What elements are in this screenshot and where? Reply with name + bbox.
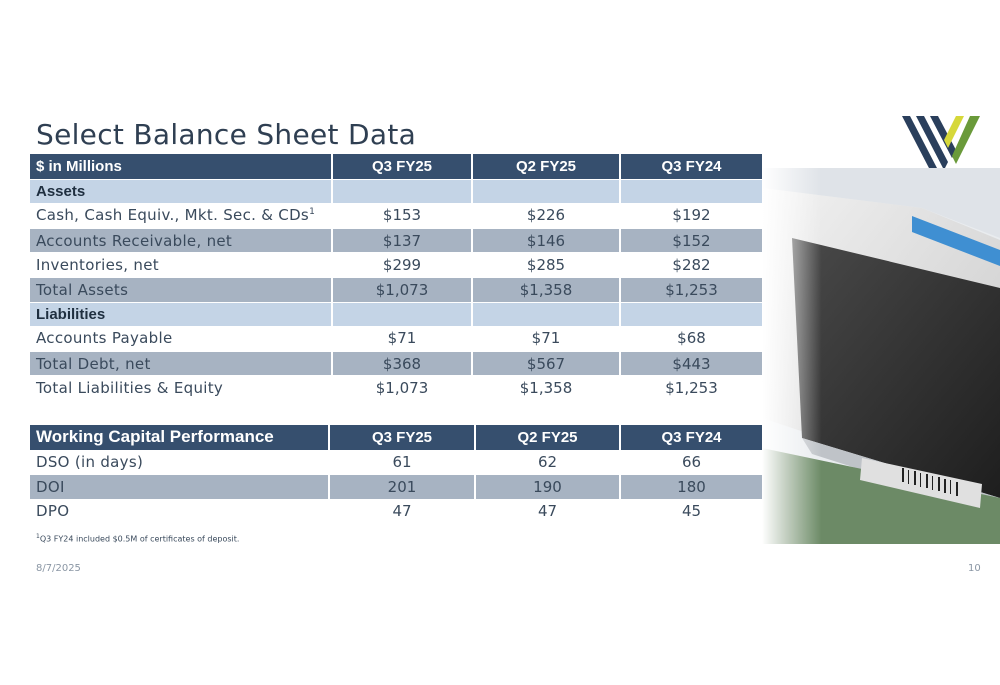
row-label: Inventories, net [30, 252, 333, 277]
cell-value: 66 [681, 452, 702, 471]
hardware-product-photo [762, 168, 1000, 544]
column-header: Working Capital Performance [30, 425, 330, 450]
cell-value: $567 [473, 351, 621, 376]
working-capital-table [30, 425, 762, 523]
table-row [30, 203, 762, 228]
table-row [30, 252, 762, 277]
column-header: Q3 FY24 [621, 425, 762, 450]
cell-value: 180 [621, 474, 762, 499]
table-row [30, 277, 762, 302]
balance-sheet-table [30, 154, 762, 400]
table-row [30, 375, 762, 400]
column-header: Q3 FY25 [333, 154, 473, 179]
row-label: DPO [30, 499, 330, 524]
cell-value: $68 [677, 329, 706, 348]
footnote [36, 533, 239, 544]
cell-value: $1,358 [473, 277, 621, 302]
column-header: Q2 FY25 [476, 425, 621, 450]
cell-value: $282 [672, 255, 711, 274]
cell-value: 190 [476, 474, 621, 499]
row-label: Accounts Payable [30, 326, 333, 351]
cell-value: $146 [473, 228, 621, 253]
table-header-row [30, 425, 762, 450]
cell-value: $368 [333, 351, 473, 376]
cell-value: $71 [473, 326, 621, 351]
cell-value: 61 [330, 450, 476, 475]
cell-value: $152 [621, 228, 762, 253]
cell-value: $1,358 [473, 375, 621, 400]
footer-date: 8/7/2025 [36, 563, 81, 574]
table-row [30, 326, 762, 351]
footnote-marker: 1 [36, 533, 40, 540]
column-header: Q2 FY25 [473, 154, 621, 179]
cell-value: $226 [473, 203, 621, 228]
table-row [30, 499, 762, 524]
column-header: $ in Millions [30, 154, 333, 179]
section-row-liabilities [30, 302, 762, 327]
cell-value: 47 [330, 499, 476, 524]
section-label: Assets [30, 179, 333, 204]
row-label: Total Debt, net [30, 351, 333, 376]
table-row [30, 228, 762, 253]
row-label: Cash, Cash Equiv., Mkt. Sec. & CDs$^1$ [30, 203, 333, 228]
row-label: DSO (in days) [30, 450, 330, 475]
company-logo [898, 112, 990, 172]
cell-value: $299 [333, 252, 473, 277]
cell-value: $192 [672, 206, 711, 225]
cell-value: 45 [681, 502, 702, 521]
cell-value: $1,073 [333, 277, 473, 302]
table-row [30, 474, 762, 499]
cell-value: $1,073 [333, 375, 473, 400]
row-label: DOI [30, 474, 330, 499]
cell-value: $285 [473, 252, 621, 277]
column-header: Q3 FY24 [621, 154, 762, 179]
table-row [30, 450, 762, 475]
cell-value: $1,253 [621, 277, 762, 302]
cell-value: 62 [476, 450, 621, 475]
footnote-marker: 1 [309, 207, 316, 218]
page-number: 10 [968, 563, 981, 574]
row-label: Total Liabilities & Equity [30, 375, 333, 400]
footnote-text: Q3 FY24 included $0.5M of certificates of deposit. [39, 534, 240, 544]
cell-value: $71 [333, 326, 473, 351]
row-label: Accounts Receivable, net [30, 228, 333, 253]
cell-value: 201 [330, 474, 476, 499]
page-title: Select Balance Sheet Data [36, 118, 417, 151]
row-label: Total Assets [30, 277, 333, 302]
cell-value: $1,253 [665, 378, 718, 397]
cell-value: $137 [333, 228, 473, 253]
cell-value: $153 [333, 203, 473, 228]
table-header-row [30, 154, 762, 179]
section-label: Liabilities [30, 302, 333, 327]
cell-value: $443 [621, 351, 762, 376]
cell-value: 47 [476, 499, 621, 524]
table-row [30, 351, 762, 376]
column-header: Q3 FY25 [330, 425, 476, 450]
section-row-assets [30, 179, 762, 204]
